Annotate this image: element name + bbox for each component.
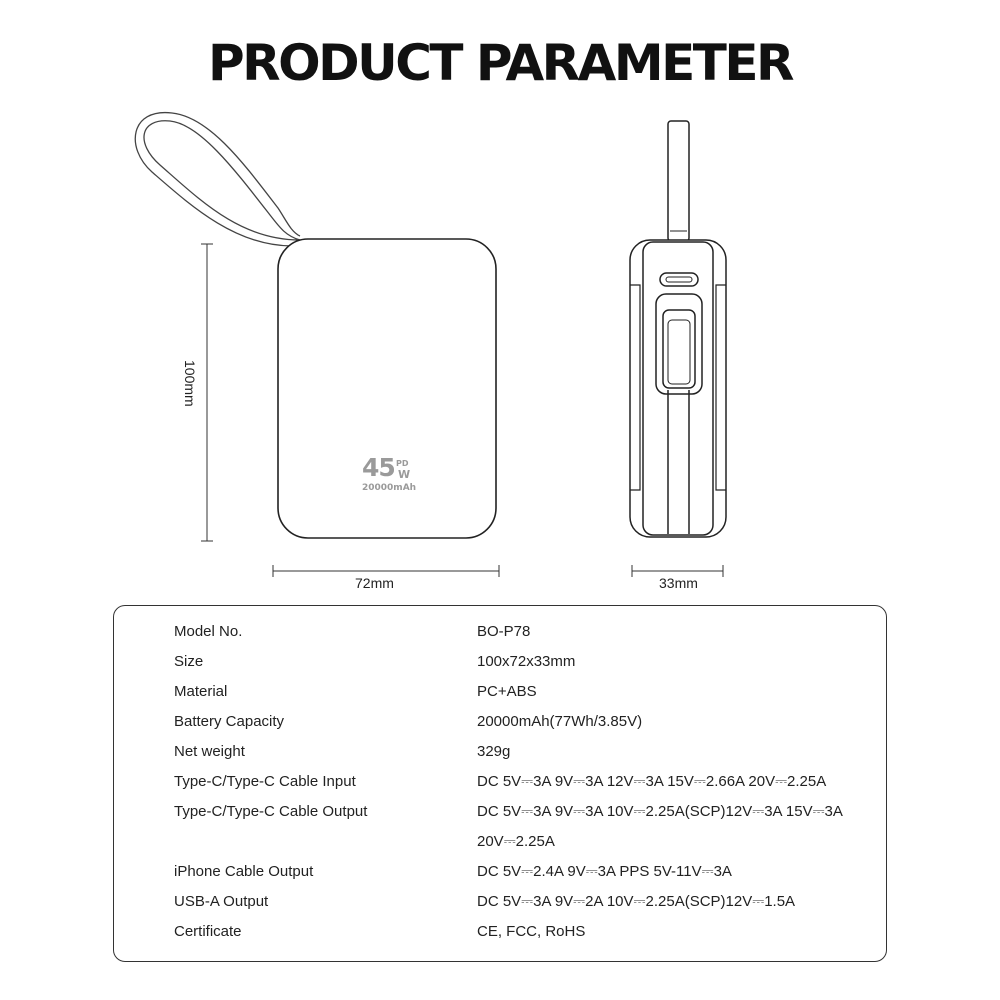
spec-label: Battery Capacity: [174, 713, 285, 730]
spec-row: [114, 827, 886, 857]
spec-row: [114, 677, 886, 707]
spec-value: 20V⎓2.25A: [477, 833, 555, 850]
lanyard-strap: [135, 113, 300, 246]
height-dimension-line: [201, 244, 213, 541]
spec-value: DC 5V⎓3A 9V⎓2A 10V⎓2.25A(SCP)12V⎓1.5A: [477, 893, 796, 910]
spec-label: Net weight: [174, 743, 245, 760]
spec-label: Model No.: [174, 623, 243, 640]
page-title: PRODUCT PARAMETER: [207, 34, 793, 92]
spec-row: [114, 887, 886, 917]
product-logo: [362, 453, 416, 493]
spec-row: [114, 737, 886, 767]
capacity-mark-text: 20000mAh: [362, 483, 417, 493]
spec-value: DC 5V⎓3A 9V⎓3A 12V⎓3A 15V⎓2.66A 20V⎓2.25A: [477, 773, 827, 790]
power-bank-front: [278, 239, 496, 538]
spec-label: iPhone Cable Output: [174, 863, 314, 880]
svg-text:W: W: [398, 468, 411, 481]
spec-label: USB-A Output: [174, 893, 269, 910]
spec-label: Material: [174, 683, 228, 700]
spec-value: BO-P78: [477, 623, 531, 640]
spec-row: [114, 767, 886, 797]
spec-value: DC 5V⎓2.4A 9V⎓3A PPS 5V-11V⎓3A: [477, 863, 732, 880]
spec-label: Type-C/Type-C Cable Input: [174, 773, 356, 790]
spec-value: PC+ABS: [477, 683, 537, 700]
spec-table: [113, 605, 887, 962]
power-bank-side: [630, 121, 726, 537]
spec-row: [114, 707, 886, 737]
spec-row: [114, 647, 886, 677]
height-label: 100mm: [182, 360, 198, 407]
spec-value: 100x72x33mm: [477, 653, 576, 670]
depth-label: 33mm: [659, 575, 698, 591]
spec-label: Certificate: [174, 923, 242, 940]
spec-row: [114, 917, 886, 947]
width-label: 72mm: [355, 575, 394, 591]
spec-label: Type-C/Type-C Cable Output: [174, 803, 368, 820]
spec-label: Size: [174, 653, 204, 670]
spec-value: DC 5V⎓3A 9V⎓3A 10V⎓2.25A(SCP)12V⎓3A 15V⎓3A: [477, 803, 843, 820]
spec-value: CE, FCC, RoHS: [477, 923, 586, 940]
spec-value: 20000mAh(77Wh/3.85V): [477, 713, 643, 730]
spec-value: 329g: [477, 743, 511, 760]
svg-text:PD: PD: [396, 459, 409, 468]
spec-row: [114, 797, 886, 827]
spec-row: [114, 857, 886, 887]
spec-row: [114, 617, 886, 647]
power-rating-text: 45: [362, 453, 395, 482]
